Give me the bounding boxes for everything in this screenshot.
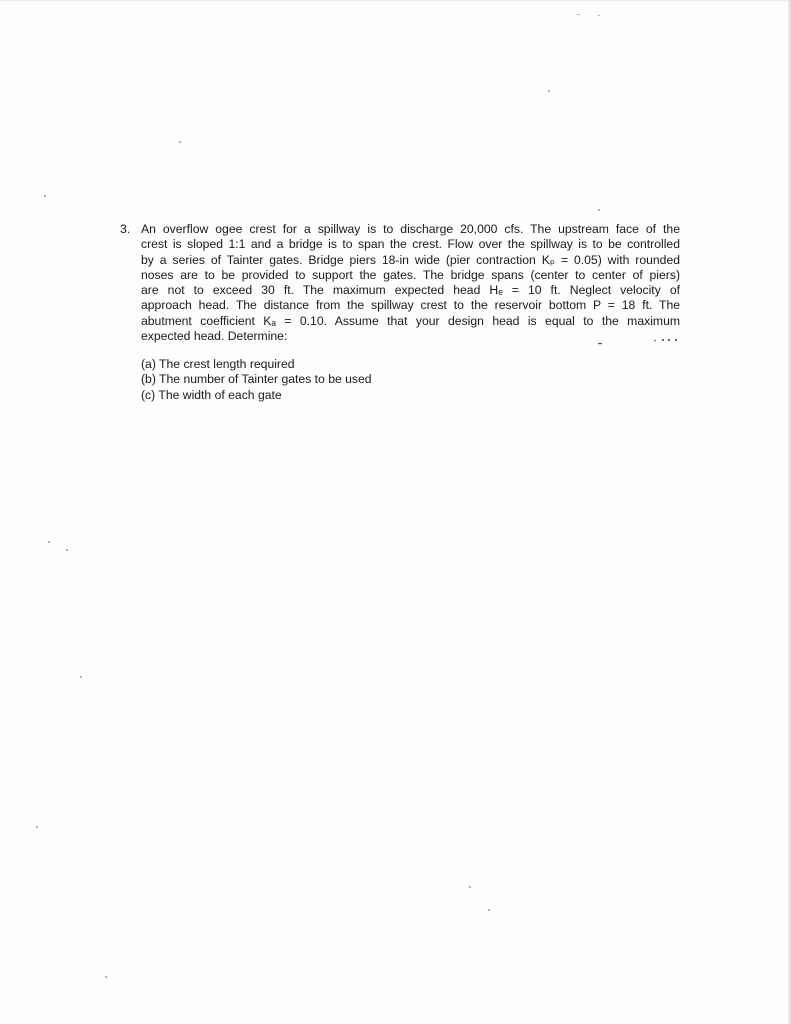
scan-speck	[105, 976, 107, 978]
problem-line: abutment coefficient Kₐ = 0.10. Assume that your design head is equal to the maximum	[141, 313, 680, 328]
problem-line: expected head. Determine:	[141, 329, 288, 344]
scan-speck	[36, 826, 38, 828]
part-b: (b) The number of Tainter gates to be used	[141, 372, 372, 387]
problem-statement	[141, 222, 680, 344]
scan-speck	[577, 14, 580, 15]
scan-speck	[80, 676, 82, 678]
problem-line: crest is sloped 1:1 and a bridge is to span the crest. Flow over the spillway is to be controlled	[141, 237, 680, 252]
problem-line: An overflow ogee crest for a spillway is to discharge 20,000 cfs. The upstream face of the	[141, 222, 680, 236]
problem-line: by a series of Tainter gates. Bridge piers 18-in wide (pier contraction Kₚ = 0.05) with rounded	[141, 252, 680, 267]
scan-speck	[66, 549, 68, 551]
problem-parts-list	[141, 357, 372, 403]
scan-speck	[469, 886, 471, 888]
page-top-edge	[0, 0, 791, 1]
scan-speck	[488, 909, 490, 911]
problem-line: approach head. The distance from the spillway crest to the reservoir bottom P = 18 ft. The	[141, 298, 680, 313]
part-a: (a) The crest length required	[141, 357, 295, 371]
scan-speck	[179, 141, 181, 143]
problem-line: are not to exceed 30 ft. The maximum expected head Hₑ = 10 ft. Neglect velocity of	[141, 283, 680, 298]
scan-speck	[598, 15, 600, 16]
problem-number: 3.	[120, 222, 131, 236]
scan-speck	[44, 195, 46, 197]
problem-line: noses are to be provided to support the gates. The bridge spans (center to center of piers)	[141, 267, 680, 282]
scan-speck	[48, 541, 50, 543]
scan-speck	[598, 209, 600, 211]
part-c: (c) The width of each gate	[141, 387, 282, 402]
scan-speck	[548, 90, 550, 92]
